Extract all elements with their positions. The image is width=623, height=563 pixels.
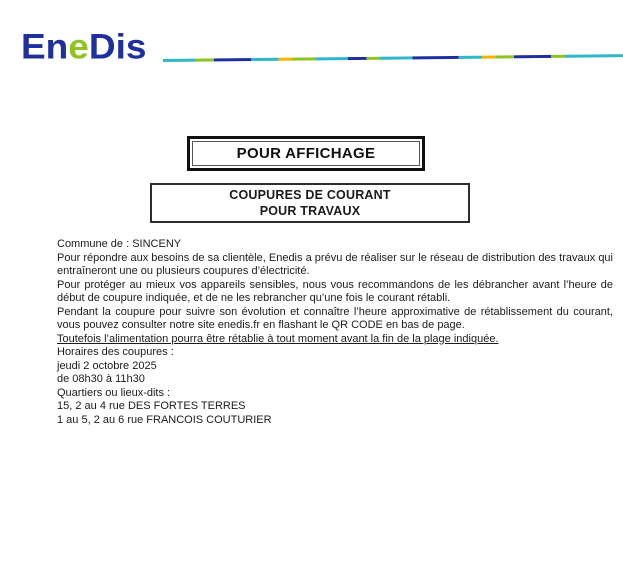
commune-line: Commune de : SINCENY: [57, 238, 182, 250]
paragraph-qrcode: Pendant la coupure pour suivre son évolution et connaître l’heure approximative de rétablissement du courant, vous pouvez consulter notre site enedis.fr en flashant le QR CODE en bas de page.: [57, 305, 613, 331]
areas-label: Quartiers ou lieux-dits :: [57, 386, 171, 399]
affichage-banner-box: [187, 136, 425, 171]
outage-date: jeudi 2 octobre 2025: [57, 359, 157, 372]
title-box: [150, 183, 470, 223]
outage-time: de 08h30 à 11h30: [57, 373, 145, 385]
area-line: 1 au 5, 2 au 6 rue FRANCOIS COUTURIER: [57, 413, 272, 426]
brand-gradient-line: [163, 54, 623, 62]
paragraph-advice: Pour protéger au mieux vos appareils sensibles, nous vous recommandons de les débrancher avant l’heure de début de coupure indiquée, et de ne les rebrancher qu’une fois le courant rétabli.: [57, 278, 613, 304]
notice-underlined: [57, 333, 613, 347]
notice-underlined-text: Toutefois l’alimentation pourra être rétablie à tout moment avant la fin de la plage indiquée.: [57, 332, 499, 345]
area-line: 15, 2 au 4 rue DES FORTES TERRES: [57, 400, 246, 412]
paragraph-intro: Pour répondre aux besoins de sa clientèle, Enedis a prévu de réaliser sur le réseau de distribution des travaux qui entraîneront une ou plusieurs coupures d’électricité.: [57, 251, 613, 277]
logo-text-green-e: e: [68, 26, 89, 67]
title-line-2: POUR TRAVAUX: [259, 204, 361, 218]
schedule-label: Horaires des coupures :: [57, 346, 174, 358]
logo-text-blue-left: En: [21, 26, 69, 67]
enedis-logo: [21, 28, 146, 66]
affichage-banner-label: POUR AFFICHAGE: [192, 141, 420, 166]
logo-text-blue-right: Dis: [88, 26, 147, 67]
body-text: [57, 238, 613, 427]
title-line-1: COUPURES DE COURANT: [229, 188, 391, 202]
